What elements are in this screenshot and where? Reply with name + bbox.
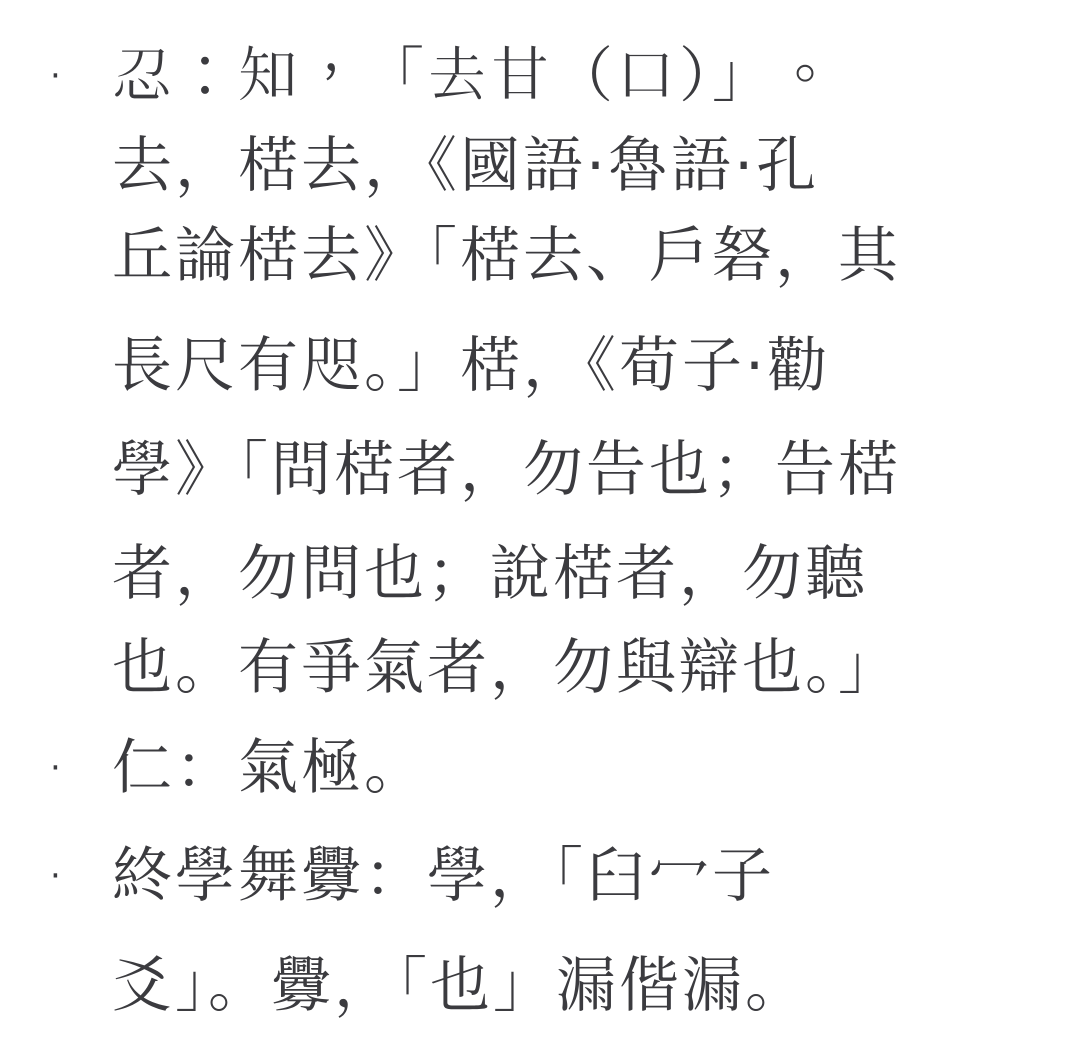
entry-1-line-4: 長尺有咫。」楛，《荀子·勸 [112,331,831,401]
entry-1-line-3: 丘論楛去》「楛去、戶砮，其 [112,221,901,291]
entry-1-line-1: 𢖫：知，「去甘（口）」。 [112,41,838,111]
entry-3-line-1: 終學舞釁：學，「臼冖子 [112,841,775,911]
entry-1-bullet: · [50,56,61,96]
entry-1-line-6: 者，勿問也；說楛者，勿聽 [112,539,868,609]
entry-2-bullet: · [50,748,61,788]
entry-3-line-2: 爻」。釁，「也」漏偕漏。 [112,951,808,1021]
entry-1-line-5: 學》「問楛者，勿告也；告楛 [112,435,901,505]
entry-1-line-2: 去，楛去，《國語·魯語·孔 [112,131,820,201]
entry-2-line-1: 仁：氣極。 [112,733,427,803]
entry-1-line-7: 也。有爭氣者，勿與辯也。」 [112,633,901,703]
entry-3-bullet: · [50,856,61,896]
